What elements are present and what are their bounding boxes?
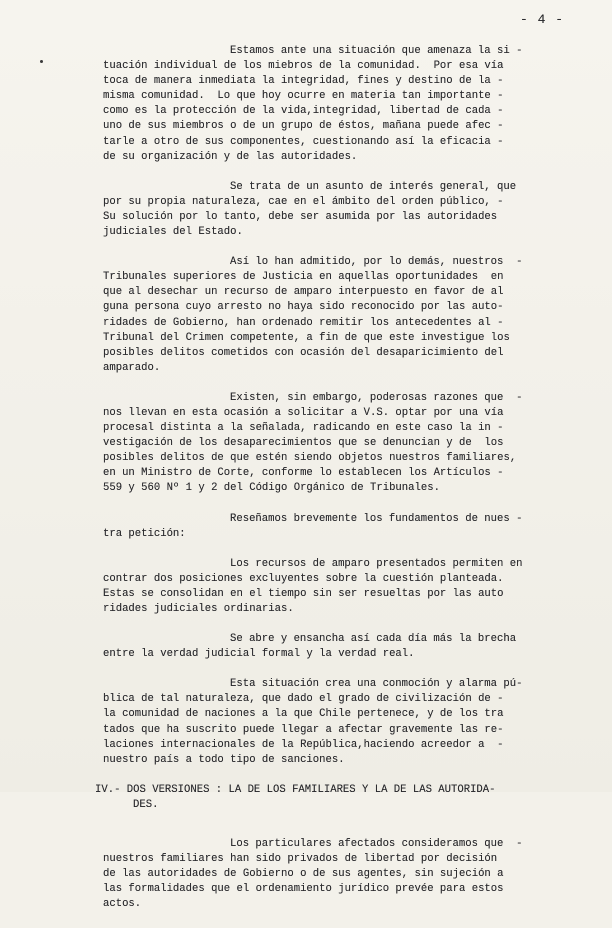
section-heading — [95, 783, 569, 813]
text-line: como es la protección de la vida,integridad, libertad de cada - — [103, 105, 504, 118]
stray-ink-mark — [40, 60, 43, 63]
text-line: guna persona cuyo arresto no haya sido reconocido por las auto- — [103, 301, 504, 314]
text-line: ridades de Gobierno, han ordenado remitir los antecedentes al - — [103, 316, 504, 329]
text-line: Su solución por lo tanto, debe ser asumida por las autoridades — [103, 210, 498, 223]
text-line: por su propia naturaleza, cae en el ámbito del orden público, - — [103, 195, 504, 208]
text-line: Tribunal del Crimen competente, a fin de que este investigue los — [103, 331, 510, 344]
paragraph-general-interest — [103, 180, 569, 240]
text-line: uno de sus miembros o de un grupo de éstos, mañana puede afec - — [103, 120, 504, 133]
text-line: Tribunales superiores de Justicia en aquellas oportunidades en — [103, 271, 504, 284]
text-line: tra petición: — [103, 527, 186, 540]
text-line: Se abre y ensancha así cada día más la brecha — [230, 633, 517, 646]
text-line: las formalidades que el ordenamiento jurídico prevée para estos — [103, 883, 504, 896]
section-heading-line: DES. — [133, 798, 159, 811]
text-line: Estamos ante una situación que amenaza la si - — [230, 45, 523, 57]
text-line: que al desechar un recurso de amparo interpuesto en favor de al — [103, 286, 504, 299]
paragraph-amparo — [103, 557, 569, 617]
text-line: tarle a otro de sus componentes, cuestionando así la eficacia - — [103, 135, 504, 148]
paragraph-summary — [103, 512, 569, 542]
text-line: misma comunidad. Lo que hoy ocurre en materia tan importante - — [103, 90, 504, 103]
paragraph-closing — [103, 837, 569, 912]
text-line: Los recursos de amparo presentados permiten en — [230, 557, 523, 570]
document-body — [95, 44, 569, 928]
paragraph-alarm — [103, 677, 569, 768]
text-line: de las autoridades de Gobierno o de sus agentes, sin sujeción a — [103, 868, 504, 881]
text-line: la comunidad de naciones a la que Chile pertenece, y de los tra — [103, 708, 504, 721]
section-heading-line: IV.- DOS VERSIONES : LA DE LOS FAMILIARES Y LA DE LAS AUTORIDA- — [95, 783, 496, 796]
text-line: nos llevan en esta ocasión a solicitar a V.S. optar por una vía — [103, 406, 504, 419]
text-line: de su organización y de las autoridades. — [103, 150, 358, 163]
text-line: Así lo han admitido, por lo demás, nuestros - — [230, 256, 523, 269]
text-line: en un Ministro de Corte, conforme lo establecen los Artículos - — [103, 467, 504, 480]
paragraph-gap — [103, 632, 569, 662]
text-line: posibles delitos de que estén siendo objetos nuestros familiares, — [103, 452, 517, 465]
text-line: entre la verdad judicial formal y la verdad real. — [103, 648, 415, 661]
paragraph-tribunals — [103, 255, 569, 376]
text-line: Se trata de un asunto de interés general, que — [230, 180, 517, 193]
text-line: 559 y 560 Nº 1 y 2 del Código Orgánico de Tribunales. — [103, 482, 440, 495]
text-line: nuestros familiares han sido privados de libertad por decisión — [103, 853, 498, 866]
text-line: tados que ha suscrito puede llegar a afectar gravemente las re- — [103, 723, 504, 736]
text-line: amparado. — [103, 361, 161, 374]
text-line: blica de tal naturaleza, que dado el grado de civilización de - — [103, 693, 504, 706]
paragraph-threat — [103, 44, 569, 165]
text-line: ridades judiciales ordinarias. — [103, 603, 294, 615]
text-line: tuación individual de los miebros de la comunidad. Por esa vía — [103, 60, 504, 73]
text-line: nuestro país a todo tipo de sanciones. — [103, 753, 345, 766]
text-line: procesal distinta a la señalada, radicando en este caso la in - — [103, 422, 504, 435]
text-line: vestigación de los desaparecimientos que se denuncian y de los — [103, 437, 504, 450]
page-number: - 4 - — [520, 12, 565, 27]
text-line: actos. — [103, 898, 142, 911]
text-line: Existen, sin embargo, poderosas razones que - — [230, 391, 523, 404]
text-line: Los particulares afectados consideramos que - — [230, 838, 523, 851]
text-line: posibles delitos cometidos con ocasión del desaparicimiento del — [103, 346, 504, 359]
text-line: toca de manera inmediata la integridad, fines y destino de la - — [103, 75, 504, 88]
text-line: Estas se consolidan en el tiempo sin ser resueltas por las auto — [103, 587, 504, 600]
text-line: Esta situación crea una conmoción y alarma pú- — [230, 678, 523, 691]
text-line: Reseñamos brevemente los fundamentos de nues - — [230, 512, 523, 525]
text-line: contrar dos posiciones excluyentes sobre la cuestión planteada. — [103, 572, 504, 585]
paragraph-reasons — [103, 391, 569, 497]
text-line: judiciales del Estado. — [103, 226, 243, 239]
text-line: laciones internacionales de la República,haciendo acreedor a - — [103, 738, 504, 751]
